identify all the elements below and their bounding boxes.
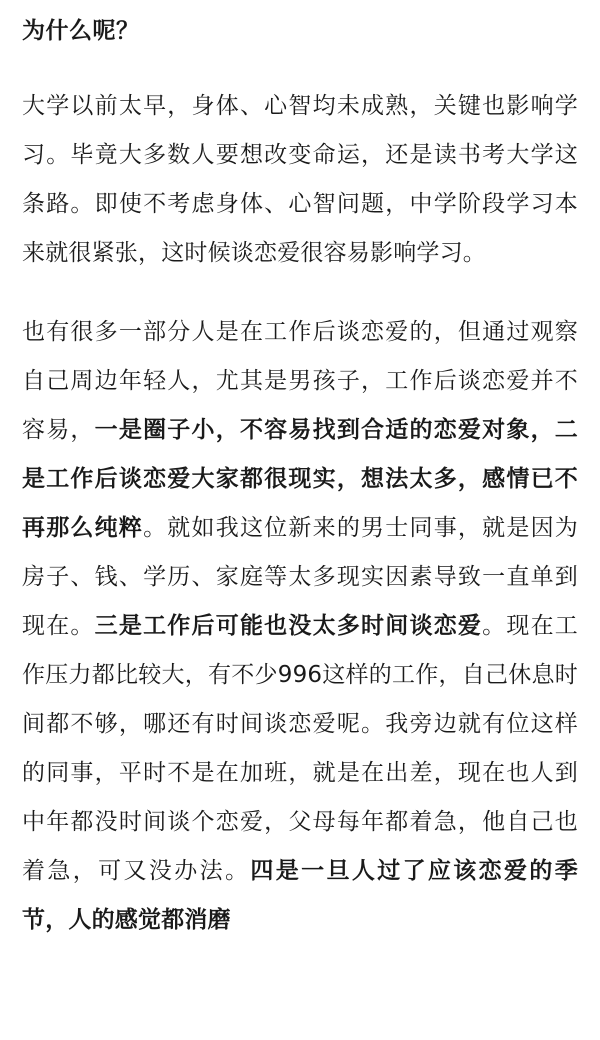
text-run: 一是圈子小，不容易找到合适的恋爱对象，二是工作后谈恋爱大家都很现实，想法太多，感情已不再那么纯粹: [22, 417, 578, 541]
text-run: 四是一旦人过了应该恋爱的季节，人的感觉都消磨: [22, 858, 578, 933]
page-title: 为什么呢？: [22, 18, 140, 44]
text-run: 。就如我这位新来的男士同事，就是因为房子、钱、学历、家庭等太多现实因素导致一直单到现在。: [22, 515, 578, 639]
paragraph-1: [22, 82, 578, 278]
paragraph-2: [22, 308, 578, 945]
text-run: 大学以前太早，身体、心智均未成熟，关键也影响学习。毕竟大多数人要想改变命运，还是读书考大学这条路。即使不考虑身体、心智问题，中学阶段学习本来就很紧张，这时候谈恋爱很容易影响学习。: [22, 93, 578, 266]
text-run: 三是工作后可能也没太多时间谈恋爱: [94, 613, 483, 639]
text-run: 也有很多一部分人是在工作后谈恋爱的，但通过观察自己周边年轻人，尤其是男孩子，工作后谈恋爱并不容易，: [22, 319, 578, 443]
text-run: 。现在工作压力都比较大，有不少996这样的工作，自己休息时间都不够，哪还有时间谈恋爱呢。我旁边就有位这样的同事，平时不是在加班，就是在出差，现在也人到中年都没时间谈个恋爱，父母每年都着急，他自己也着急，可又没办法。: [22, 613, 578, 884]
